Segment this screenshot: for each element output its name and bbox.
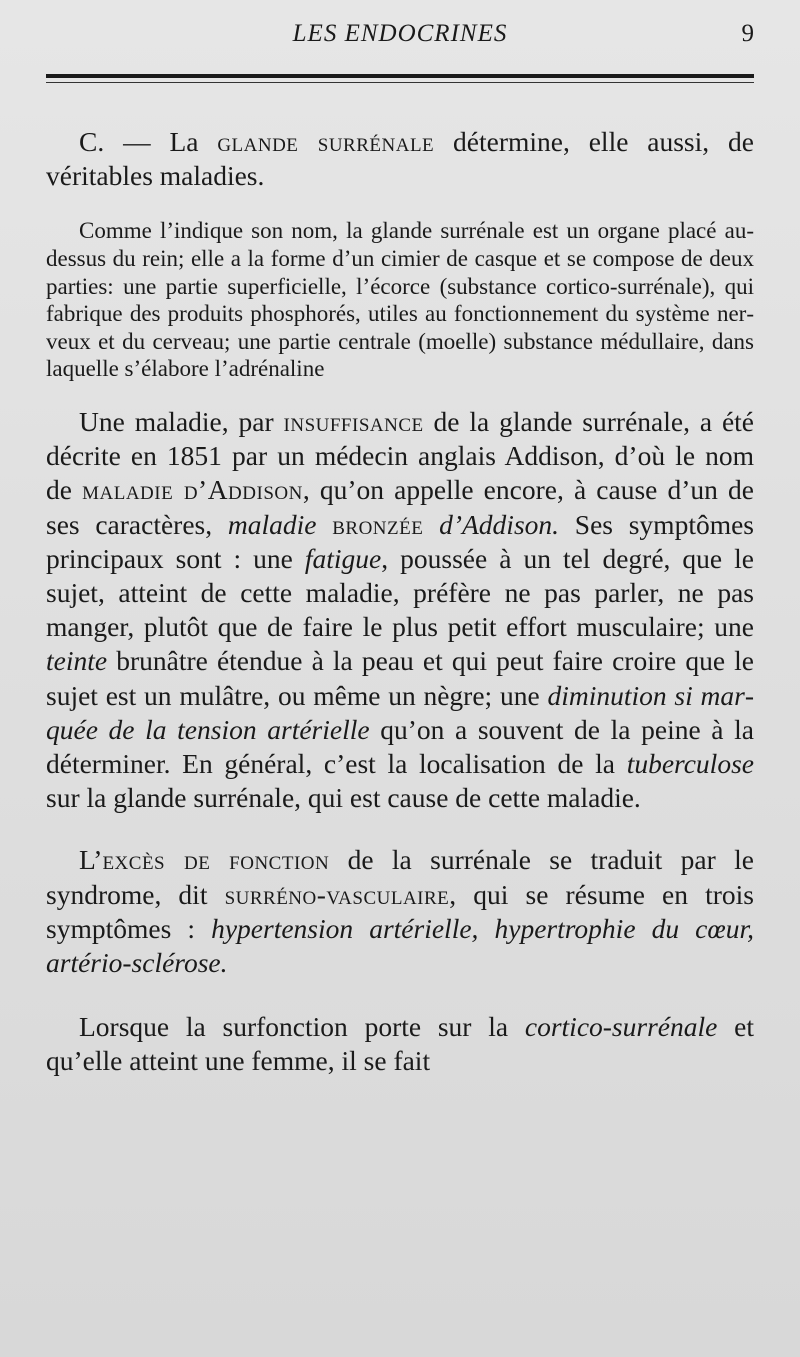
running-title: LES ENDOCRINES xyxy=(292,20,508,47)
text-span: Ses symptômes principaux sont : une xyxy=(46,508,755,574)
term-italic: maladie xyxy=(227,508,317,540)
text-span: brunâtre étendue à la peau et qui peut faire croire que le sujet est un mulâtre, ou même un nègre; une xyxy=(46,645,754,711)
text-span: , qu’on appelle encore, à cause d’un de ses caractères, xyxy=(46,474,754,540)
paragraph-cortico xyxy=(46,1010,754,1078)
text-span: Lorsque la surfonction porte sur la xyxy=(79,1011,525,1043)
term-italic: fatigue xyxy=(304,542,382,574)
term-smallcaps: glande surrénale xyxy=(217,126,435,157)
text-span: C. — La xyxy=(79,126,218,157)
text-span: sur la glande surrénale, qui est cause de cette maladie. xyxy=(46,782,641,814)
term-smallcaps: excès de fonction xyxy=(102,844,330,876)
text-span: , qui se résume en trois symptômes : xyxy=(46,878,754,944)
header-rule-thin xyxy=(46,82,754,83)
term-italic: hypertension artérielle, hypertrophie du cœur, artério-sclérose. xyxy=(46,912,754,979)
text-span: Une maladie, par xyxy=(79,405,284,437)
text-span: qu’on a souvent de la peine à la déterminer. En général, c’est la localisation de la xyxy=(46,713,754,779)
text-span: détermine, elle aussi, de véritables maladies. xyxy=(46,126,754,192)
text-span: de la glande surrénale, a été décrite en 1851 par un médecin anglais Addison, d’où le nom de xyxy=(46,405,755,506)
text-span xyxy=(423,509,439,540)
page-body xyxy=(46,125,754,1079)
text-span: de la surrénale se traduit par le syndrome, dit xyxy=(46,844,755,910)
paragraph-anatomy: Comme l’indique son nom, la glande surrénale est un organe placé au-dessus du rein; elle a la forme d’un cimier de casque et se compose de deux parties: une partie superficielle, l’écorce (substance cortico-surrénale), qui fabrique des produits phosphorés, utiles au fonctionnement du système nerveux et du cerveau; une partie centrale (moelle) substance médullaire, dans laquelle s’élabore l’adrénaline xyxy=(46,218,754,382)
term-smallcaps: bronzée xyxy=(332,508,424,540)
term-italic: d’Addison. xyxy=(439,508,560,540)
paragraph-intro xyxy=(46,125,754,193)
paragraph-addison xyxy=(46,405,754,815)
text-span xyxy=(316,509,332,540)
term-italic: diminution si marquée de la tension artérielle xyxy=(46,679,755,745)
text-span: , poussée à un tel degré, que le sujet, atteint de cette maladie, préfère ne pas parler, ne pas manger, plutôt que de faire le plus petit effort musculaire; une xyxy=(46,542,754,643)
term-italic: cortico-surrénale xyxy=(524,1011,718,1043)
term-italic: teinte xyxy=(46,645,108,677)
term-smallcaps: maladie d’Addison xyxy=(82,474,303,506)
text-span: et qu’elle atteint une femme, il se fait xyxy=(46,1011,754,1077)
term-smallcaps: surréno-vasculaire xyxy=(224,878,450,910)
term-italic: tuberculose xyxy=(626,748,754,779)
page-header xyxy=(46,20,754,56)
header-rule-thick xyxy=(46,74,754,78)
text-span: L’ xyxy=(79,844,103,876)
paragraph-excess xyxy=(46,843,754,980)
page-number: 9 xyxy=(741,20,754,47)
term-smallcaps: insuffisance xyxy=(283,405,424,437)
